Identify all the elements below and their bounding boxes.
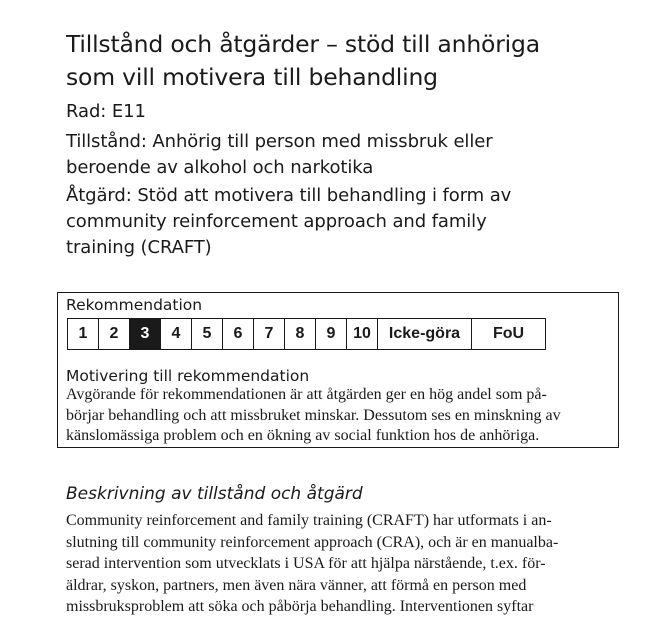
scale-cell: 1 (68, 319, 99, 349)
intervention-line: training (CRAFT) (66, 237, 212, 258)
scale-cell: 8 (285, 319, 316, 349)
page-title-line: som vill motivera till behandling (66, 63, 438, 91)
description-line: missbruksproblem att söka och påbörja behandling. Interventionen syftar (66, 598, 534, 615)
description-heading: Beskrivning av tillstånd och åtgärd (66, 484, 363, 504)
condition-text (66, 129, 636, 181)
description-line: serad intervention som utvecklats i USA för att hjälpa närstående, t.ex. för- (66, 555, 546, 572)
intervention-text (66, 183, 636, 261)
scale-cell: 9 (316, 319, 347, 349)
motivation-text (66, 385, 614, 447)
intervention-line: Åtgärd: Stöd att motivera till behandling i form av (66, 185, 512, 206)
intervention-line: community reinforcement approach and family (66, 211, 487, 232)
recommendation-box (57, 292, 619, 448)
scale-cell: 6 (223, 319, 254, 349)
description-text (66, 510, 614, 618)
recommendation-scale (67, 318, 546, 350)
condition-line: beroende av alkohol och narkotika (66, 157, 374, 178)
motivation-line: börjar behandling och att missbruket minskar. Dessutom ses en minskning av (66, 406, 561, 424)
scale-cell: FoU (492, 325, 525, 342)
description-line: Community reinforcement and family training (CRAFT) har utformats i an- (66, 512, 552, 529)
condition-line: Tillstånd: Anhörig till person med missbruk eller (66, 131, 493, 152)
scale-cell: Icke-göra (378, 319, 472, 349)
scale-cell: 5 (192, 319, 223, 349)
description-line: äldrar, syskon, partners, men även nära vänner, att förmå en person med (66, 576, 527, 594)
motivation-line: känslomässiga problem och en ökning av social funktion hos de anhöriga. (66, 427, 540, 444)
scale-cell: 3 (130, 319, 161, 349)
scale-cell: 7 (254, 319, 285, 349)
recommendation-heading: Rekommendation (66, 296, 203, 314)
row-label: Rad: E11 (66, 101, 146, 122)
page-title-line: Tillstånd och åtgärder – stöd till anhöriga (66, 30, 540, 58)
description-line: slutning till community reinforcement approach (CRA), och är en manualba- (66, 533, 559, 551)
scale-cell: 4 (161, 319, 192, 349)
motivation-line: Avgörande för rekommendationen är att åtgärden ger en hög andel som på- (66, 386, 547, 403)
motivation-heading: Motivering till rekommendation (66, 367, 310, 385)
scale-cell: 10 (347, 319, 378, 349)
scale-cell: 2 (99, 319, 130, 349)
page-title (66, 28, 636, 94)
